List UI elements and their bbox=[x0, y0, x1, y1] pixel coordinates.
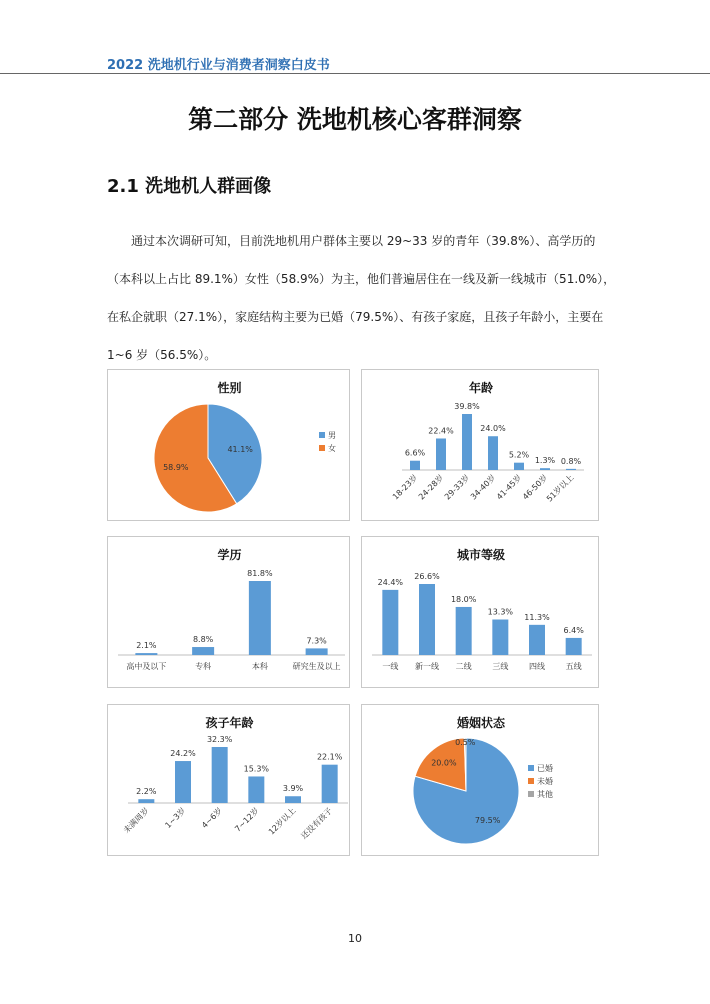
page-number: 10 bbox=[348, 932, 362, 945]
data-label: 0.8% bbox=[560, 456, 582, 466]
chart-title: 城市等级 bbox=[456, 548, 506, 562]
bar bbox=[456, 607, 472, 655]
bar bbox=[492, 620, 508, 656]
tick-label: 24-28岁 bbox=[416, 473, 446, 502]
data-label: 26.6% bbox=[414, 572, 440, 581]
data-label: 15.3% bbox=[243, 764, 270, 774]
paragraph-line: 通过本次调研可知，目前洗地机用户群体主要以 29~33 岁的青年（39.8%）、高学历的 bbox=[131, 234, 596, 248]
data-label: 24.2% bbox=[170, 749, 196, 759]
tick-label: 本科 bbox=[251, 662, 268, 671]
paragraph-line: 在私企就职（27.1%），家庭结构主要为已婚（79.5%）、有孩子家庭，且孩子年龄小，主要在 bbox=[107, 310, 604, 324]
chart-age-svg bbox=[362, 370, 600, 522]
bar bbox=[566, 469, 576, 470]
legend-label: 女 bbox=[328, 444, 336, 453]
header-rule bbox=[0, 73, 710, 74]
tick-label: 51岁以上 bbox=[544, 473, 576, 504]
legend-swatch bbox=[528, 765, 534, 771]
chart-child-age bbox=[107, 704, 350, 856]
chart-education bbox=[107, 536, 350, 688]
tick-label: 研究生及以上 bbox=[292, 662, 341, 671]
data-label: 32.3% bbox=[206, 735, 233, 744]
data-label: 20.0% bbox=[431, 758, 457, 768]
data-label: 2.1% bbox=[136, 641, 157, 651]
bar bbox=[436, 438, 446, 470]
data-label: 58.9% bbox=[163, 463, 189, 473]
bar bbox=[462, 414, 472, 470]
intro-paragraph bbox=[107, 222, 616, 374]
chart-title: 婚姻状态 bbox=[456, 716, 506, 730]
bar bbox=[382, 590, 398, 655]
tick-label: 一线 bbox=[382, 662, 399, 671]
bar bbox=[248, 776, 264, 803]
bar bbox=[514, 463, 524, 470]
data-label: 1.3% bbox=[534, 456, 556, 466]
tick-label: 4~6岁 bbox=[200, 806, 225, 831]
bar bbox=[192, 647, 214, 655]
data-label: 24.4% bbox=[377, 577, 404, 587]
bar bbox=[566, 638, 582, 655]
data-label: 2.2% bbox=[136, 787, 157, 797]
bar bbox=[488, 436, 498, 470]
bar bbox=[175, 761, 191, 803]
part-title: 第二部分 洗地机核心客群洞察 bbox=[188, 105, 522, 134]
data-label: 13.3% bbox=[487, 607, 514, 617]
chart-title: 孩子年龄 bbox=[205, 716, 254, 730]
legend-swatch bbox=[319, 432, 325, 438]
chart-education-svg bbox=[108, 537, 351, 689]
tick-label: 二线 bbox=[455, 662, 472, 671]
tick-label: 18-23岁 bbox=[390, 473, 420, 502]
bar bbox=[135, 653, 157, 655]
data-label: 22.1% bbox=[316, 752, 343, 762]
data-label: 0.5% bbox=[455, 738, 476, 748]
bar bbox=[212, 747, 228, 803]
bar bbox=[419, 584, 435, 655]
data-label: 41.1% bbox=[227, 444, 253, 454]
data-label: 79.5% bbox=[474, 815, 501, 825]
tick-label: 41-45岁 bbox=[494, 473, 524, 502]
bar bbox=[138, 799, 154, 803]
chart-gender bbox=[107, 369, 350, 521]
tick-label: 还没有孩子 bbox=[299, 806, 335, 841]
bar bbox=[529, 625, 545, 655]
tick-label: 专科 bbox=[195, 662, 212, 671]
tick-label: 29-33岁 bbox=[442, 473, 472, 502]
tick-label: 未满周岁 bbox=[121, 806, 151, 836]
chart-marital-status bbox=[361, 704, 599, 856]
data-label: 24.0% bbox=[480, 424, 506, 434]
legend-label: 其他 bbox=[537, 790, 553, 799]
legend-swatch bbox=[528, 778, 534, 784]
chart-age bbox=[361, 369, 599, 521]
bar bbox=[410, 461, 420, 470]
chart-title: 年龄 bbox=[468, 381, 494, 395]
paragraph-line: 1~6 岁（56.5%）。 bbox=[107, 348, 217, 362]
data-label: 11.3% bbox=[524, 612, 550, 622]
bar bbox=[322, 765, 338, 803]
tick-label: 1~3岁 bbox=[163, 806, 188, 831]
data-label: 18.0% bbox=[450, 594, 477, 604]
tick-label: 三线 bbox=[492, 662, 509, 671]
chart-gender-svg bbox=[108, 370, 351, 522]
tick-label: 46-50岁 bbox=[520, 473, 550, 502]
legend-label: 未婚 bbox=[537, 777, 553, 786]
tick-label: 7~12岁 bbox=[233, 806, 261, 834]
legend-label: 已婚 bbox=[537, 764, 553, 773]
tick-label: 34-40岁 bbox=[468, 473, 498, 502]
header-title: 2022 洗地机行业与消费者洞察白皮书 bbox=[107, 58, 330, 73]
bar bbox=[285, 796, 301, 803]
data-label: 6.6% bbox=[404, 448, 426, 458]
chart-city-tier bbox=[361, 536, 599, 688]
legend-swatch bbox=[319, 445, 325, 451]
chart-title: 性别 bbox=[217, 381, 242, 395]
tick-label: 新一线 bbox=[415, 662, 439, 671]
legend-label: 男 bbox=[328, 431, 336, 440]
data-label: 39.8% bbox=[454, 402, 480, 411]
tick-label: 五线 bbox=[565, 662, 582, 671]
chart-child-age-svg bbox=[108, 705, 351, 857]
chart-marital-status-svg bbox=[362, 705, 600, 857]
data-label: 81.8% bbox=[247, 569, 273, 578]
tick-label: 高中及以下 bbox=[126, 662, 167, 671]
legend-swatch bbox=[528, 791, 534, 797]
bar bbox=[249, 581, 271, 655]
tick-label: 12岁以上 bbox=[266, 806, 298, 837]
chart-city-tier-svg bbox=[362, 537, 600, 689]
data-label: 22.4% bbox=[428, 426, 454, 436]
section-title: 2.1 洗地机人群画像 bbox=[107, 176, 272, 197]
data-label: 5.2% bbox=[508, 450, 530, 460]
chart-title: 学历 bbox=[217, 548, 242, 562]
data-label: 8.8% bbox=[192, 635, 214, 645]
data-label: 7.3% bbox=[306, 636, 327, 646]
paragraph-line: （本科以上占比 89.1%）女性（58.9%）为主，他们普遍居住在一线及新一线城市（51.0%）， bbox=[107, 272, 616, 286]
data-label: 3.9% bbox=[282, 784, 304, 794]
bar bbox=[306, 648, 328, 655]
bar bbox=[540, 468, 550, 470]
tick-label: 四线 bbox=[529, 662, 545, 671]
data-label: 6.4% bbox=[563, 625, 584, 635]
